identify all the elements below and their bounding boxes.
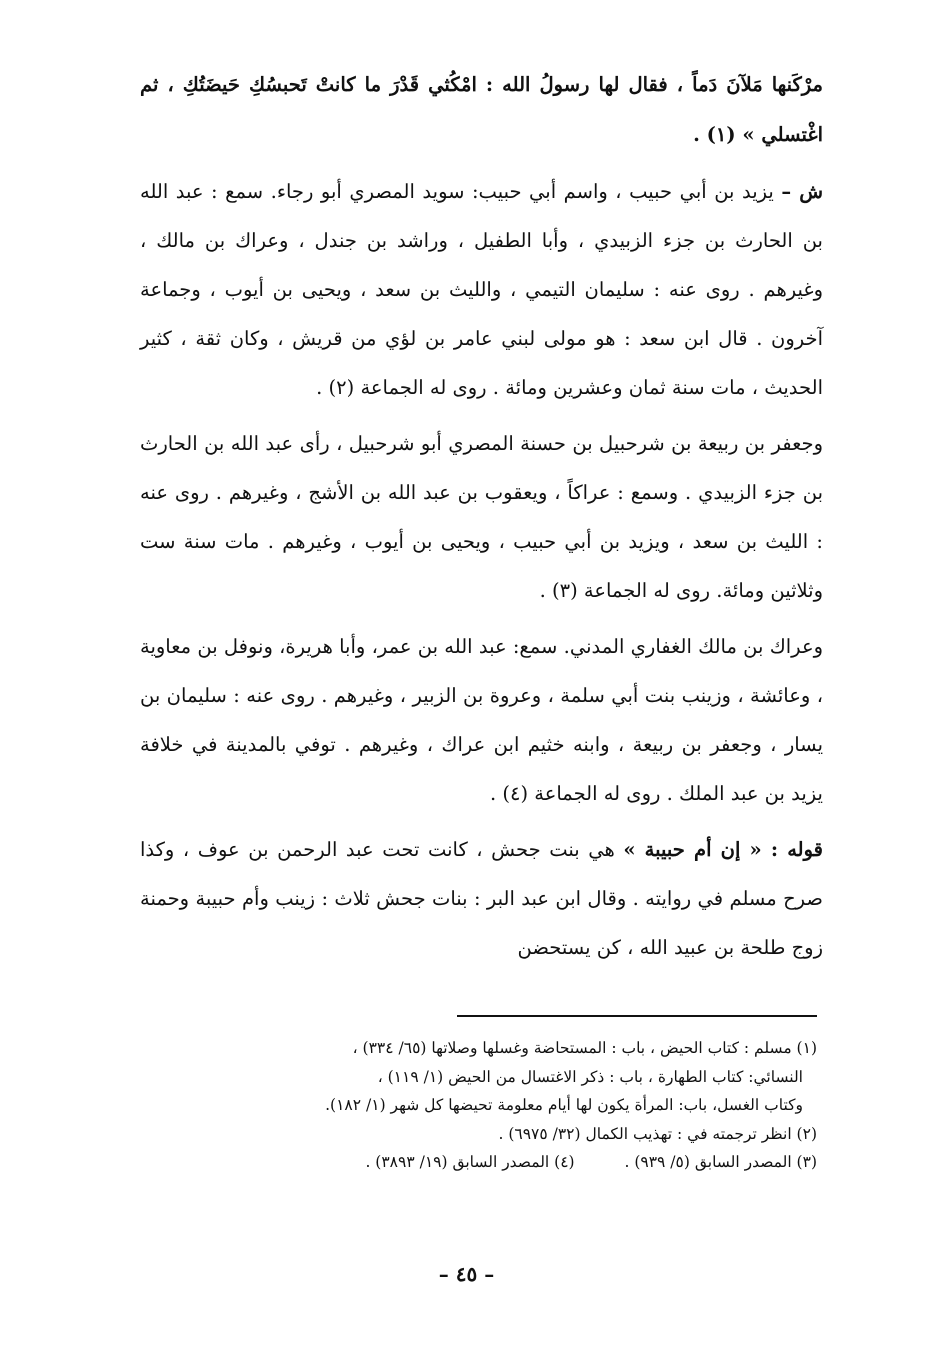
footnote-1-cont: النسائي: كتاب الطهارة ، باب : ذكر الاغتسال من الحيض (١/ ١١٩) ، [377,1067,803,1086]
footnote-4: (٤) المصدر السابق (١٩/ ٣٨٩٣) . [365,1153,575,1171]
paragraph-hadith-end [140,60,823,160]
paragraph-text: وجعفر بن ربيعة بن شرحبيل بن حسنة المصري أبو شرحبيل ، رأى عبد الله بن الحارث بن جزء الزبيدي . وسمع : عراكاً ، ويعقوب بن عبد الله بن الأشج ، وغيرهم . روى عنه : الليث بن سعد ، ويزيد بن أبي حبيب ، ويحيى بن أيوب ، وغيرهم . مات سنة ست وثلاثين ومائة. روى له الجماعة (٣) . [140,432,824,602]
paragraph-yazid [140,167,823,412]
page-number: – ٤٥ – [438,1262,495,1286]
paragraph-umm-habiba [140,825,823,972]
paragraph-marker: ش – [781,180,823,203]
footnote-1-cont: وكتاب الغسل، باب: المرأة يكون لها أيام معلومة تحيضها كل شهر (١/ ١٨٢). [325,1096,803,1114]
paragraph-heading: قوله : « إن أم حبيبة » [623,838,823,861]
paragraph-irak [140,622,823,818]
paragraph-text: هي بنت جحش ، كانت تحت عبد الرحمن بن عوف ، وكذا صرح مسلم في روايته . وقال ابن عبد البر : بنات جحش ثلاث : زينب وأم حبيبة وحمنة زوج طلحة بن عبيد الله ، كن يستحضن [140,838,823,959]
paragraph-jafar [140,419,823,615]
footnote-2: (٢) انظر ترجمته في : تهذيب الكمال (٣٢/ ٦٩٧٥) . [498,1124,817,1143]
footnote-separator [457,1015,817,1017]
footnote-1: (١) مسلم : كتاب الحيض ، باب : المستحاضة وغسلها وصلاتها (٦٥/ ٣٣٤) ، [352,1039,817,1057]
paragraph-text: وعراك بن مالك الغفاري المدني. سمع: عبد الله بن عمر، وأبا هريرة، ونوفل بن معاوية ، وعائشة ، وزينب بنت أبي سلمة ، وعروة بن الزبير ، وغيرهم . روى عنه : سليمان بن يسار ، وجعفر بن ربيعة ، وابنه خثيم ابن عراك ، وغيرهم . توفي بالمدينة في خلافة يزيد بن عبد الملك . روى له الجماعة (٤) . [140,635,823,805]
paragraph-text: يزيد بن أبي حبيب ، واسم أبي حبيب: سويد المصري أبو رجاء. سمع : عبد الله بن الحارث بن جزء الزبيدي ، وأبا الطفيل ، وراشد بن جندل ، وعراك بن مالك ، وغيرهم . روى عنه : سليمان التيمي ، والليث بن سعد ، ويحيى بن أيوب ، وجماعة آخرون . قال ابن سعد : هو مولى لبني عامر بن لؤي من قريش ، وكان ثقة ، كثير الحديث ، مات سنة ثمان وعشرين ومائة . روى له الجماعة (٢) . [140,180,823,399]
footnotes [96,1034,817,1177]
paragraph-text: مرْكَنها مَلآنَ دَماً ، فقال لها رسولُ الله : امْكُثي قَدْرَ ما كانتْ تَحبسُكِ حَيضَتُكِ ، ثم اغْتسلي » (١) . [140,73,823,146]
footnote-3-4 [96,1148,817,1177]
footnote-3: (٣) المصدر السابق (٥/ ٩٣٩) . [624,1153,817,1171]
